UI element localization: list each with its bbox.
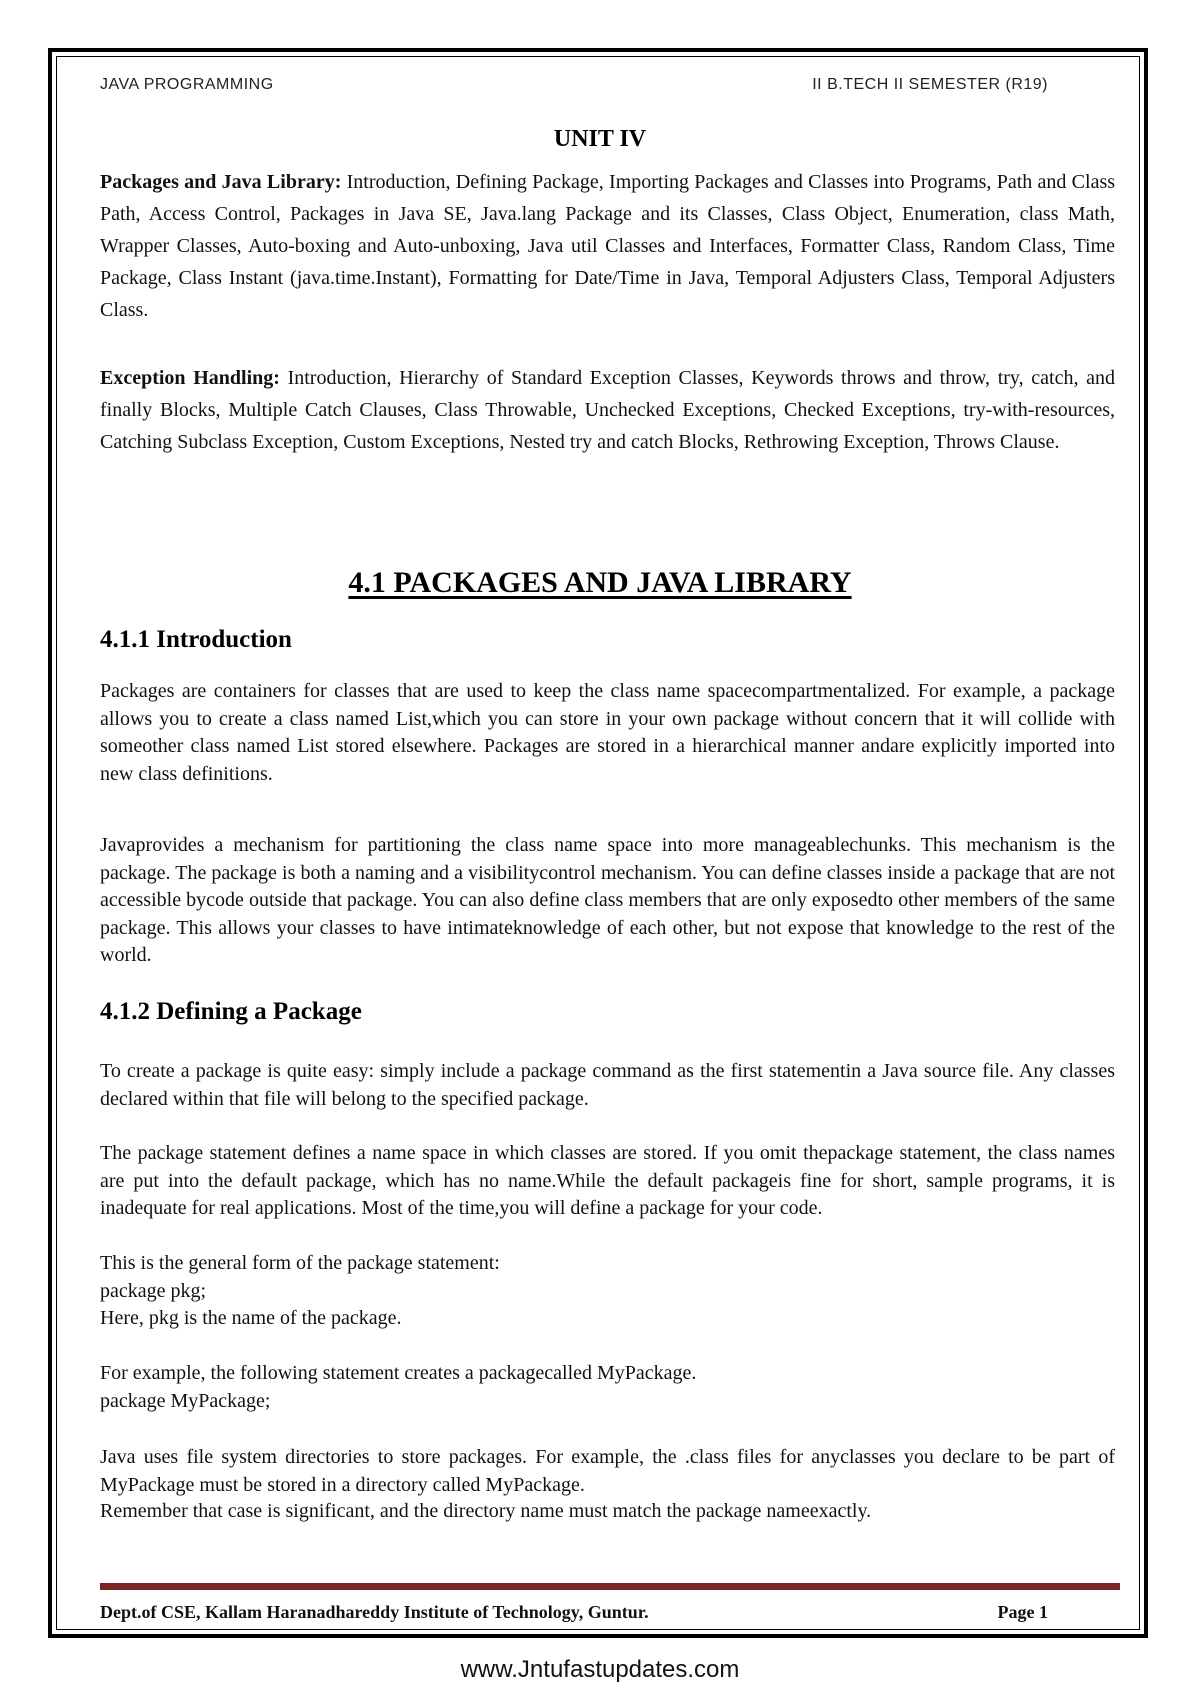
intro-paragraph-1: Packages are containers for classes that are used to keep the class name spacecompartmentalized. For example, a package allows you to create a class named List,which you can store in your own package without concern that it will collide with someother class named List stored elsewhere. Packages are stored in a hierarchical manner andare explicitly imported into new class definitions. xyxy=(100,680,1115,785)
intro-paragraph-2: Javaprovides a mechanism for partitioning the class name space into more manageablechunks. This mechanism is the package. The package is both a naming and a visibilitycontrol mechanism. You can define classes inside a package that are not accessible bycode outside that package. You can also define class members that are only exposedto other members of the same package. This allows your classes to have intimateknowledge of each other, but not expose that knowledge to the rest of the world. xyxy=(100,834,1115,966)
intro-heading: 4.1.1 Introduction xyxy=(100,626,292,653)
footer-department: Dept.of CSE, Kallam Haranadhareddy Institute of Technology, Guntur. xyxy=(100,1602,649,1622)
header-semester: II B.TECH II SEMESTER (R19) xyxy=(812,76,1048,93)
general-form-line: This is the general form of the package statement: xyxy=(100,1252,500,1274)
syllabus-packages-text: Introduction, Defining Package, Importing Packages and Classes into Programs, Path and Class Path, Access Control, Packages in Java SE, Java.lang Package and its Classes, Class Object, Enumeration, class Math, Wrapper Classes, Auto-boxing and Auto-unboxing, Java util Classes and Interfaces, Formatter Class, Random Class, Time Package, Class Instant (java.time.Instant), Formatting for Date/Time in Java, Temporal Adjusters Class, Temporal Adjusters Class. xyxy=(100,171,1116,321)
syllabus-exception-text: Introduction, Hierarchy of Standard Exception Classes, Keywords throws and throw, try, catch, and finally Blocks, Multiple Catch Clauses, Class Throwable, Unchecked Exceptions, Checked Exceptions, try-with-resources, Catching Subclass Exception, Custom Exceptions, Nested try and catch Blocks, Rethrowing Exception, Throws Clause. xyxy=(100,367,1115,453)
defining-heading: 4.1.2 Defining a Package xyxy=(100,998,362,1025)
code-package-pkg: package pkg; xyxy=(100,1280,207,1302)
syllabus-exceptions xyxy=(100,362,1115,458)
section-title: 4.1 PACKAGES AND JAVA LIBRARY xyxy=(348,566,852,599)
syllabus-packages-label: Packages and Java Library: xyxy=(100,171,342,193)
header-course-title: JAVA PROGRAMMING xyxy=(100,76,274,93)
example-line: For example, the following statement creates a packagecalled MyPackage. xyxy=(100,1362,697,1384)
unit-title: UNIT IV xyxy=(553,126,647,152)
case-sensitivity-line: Remember that case is significant, and the directory name must match the package nameexactly. xyxy=(100,1500,872,1522)
watermark-url: www.Jntufastupdates.com xyxy=(460,1656,740,1683)
footer-page-number: Page 1 xyxy=(997,1602,1048,1622)
defining-paragraph-1: To create a package is quite easy: simply include a package command as the first statementin a Java source file. Any classes declared within that file will belong to the specified package. xyxy=(100,1060,1115,1110)
syllabus-packages xyxy=(100,166,1115,326)
defining-paragraph-2: The package statement defines a name space in which classes are stored. If you omit thepackage statement, the class names are put into the default package, which has no name.While the default packageis fine for short, sample programs, it is inadequate for real applications. Most of the time,you will define a package for your code. xyxy=(100,1142,1115,1219)
pkg-explanation-line: Here, pkg is the name of the package. xyxy=(100,1307,402,1329)
defining-paragraph-3: Java uses file system directories to store packages. For example, the .class files for anyclasses you declare to be part of MyPackage must be stored in a directory called MyPackage. xyxy=(100,1446,1115,1496)
footer-rule xyxy=(100,1583,1120,1590)
code-package-mypackage: package MyPackage; xyxy=(100,1390,271,1412)
syllabus-exception-label: Exception Handling: xyxy=(100,367,280,389)
